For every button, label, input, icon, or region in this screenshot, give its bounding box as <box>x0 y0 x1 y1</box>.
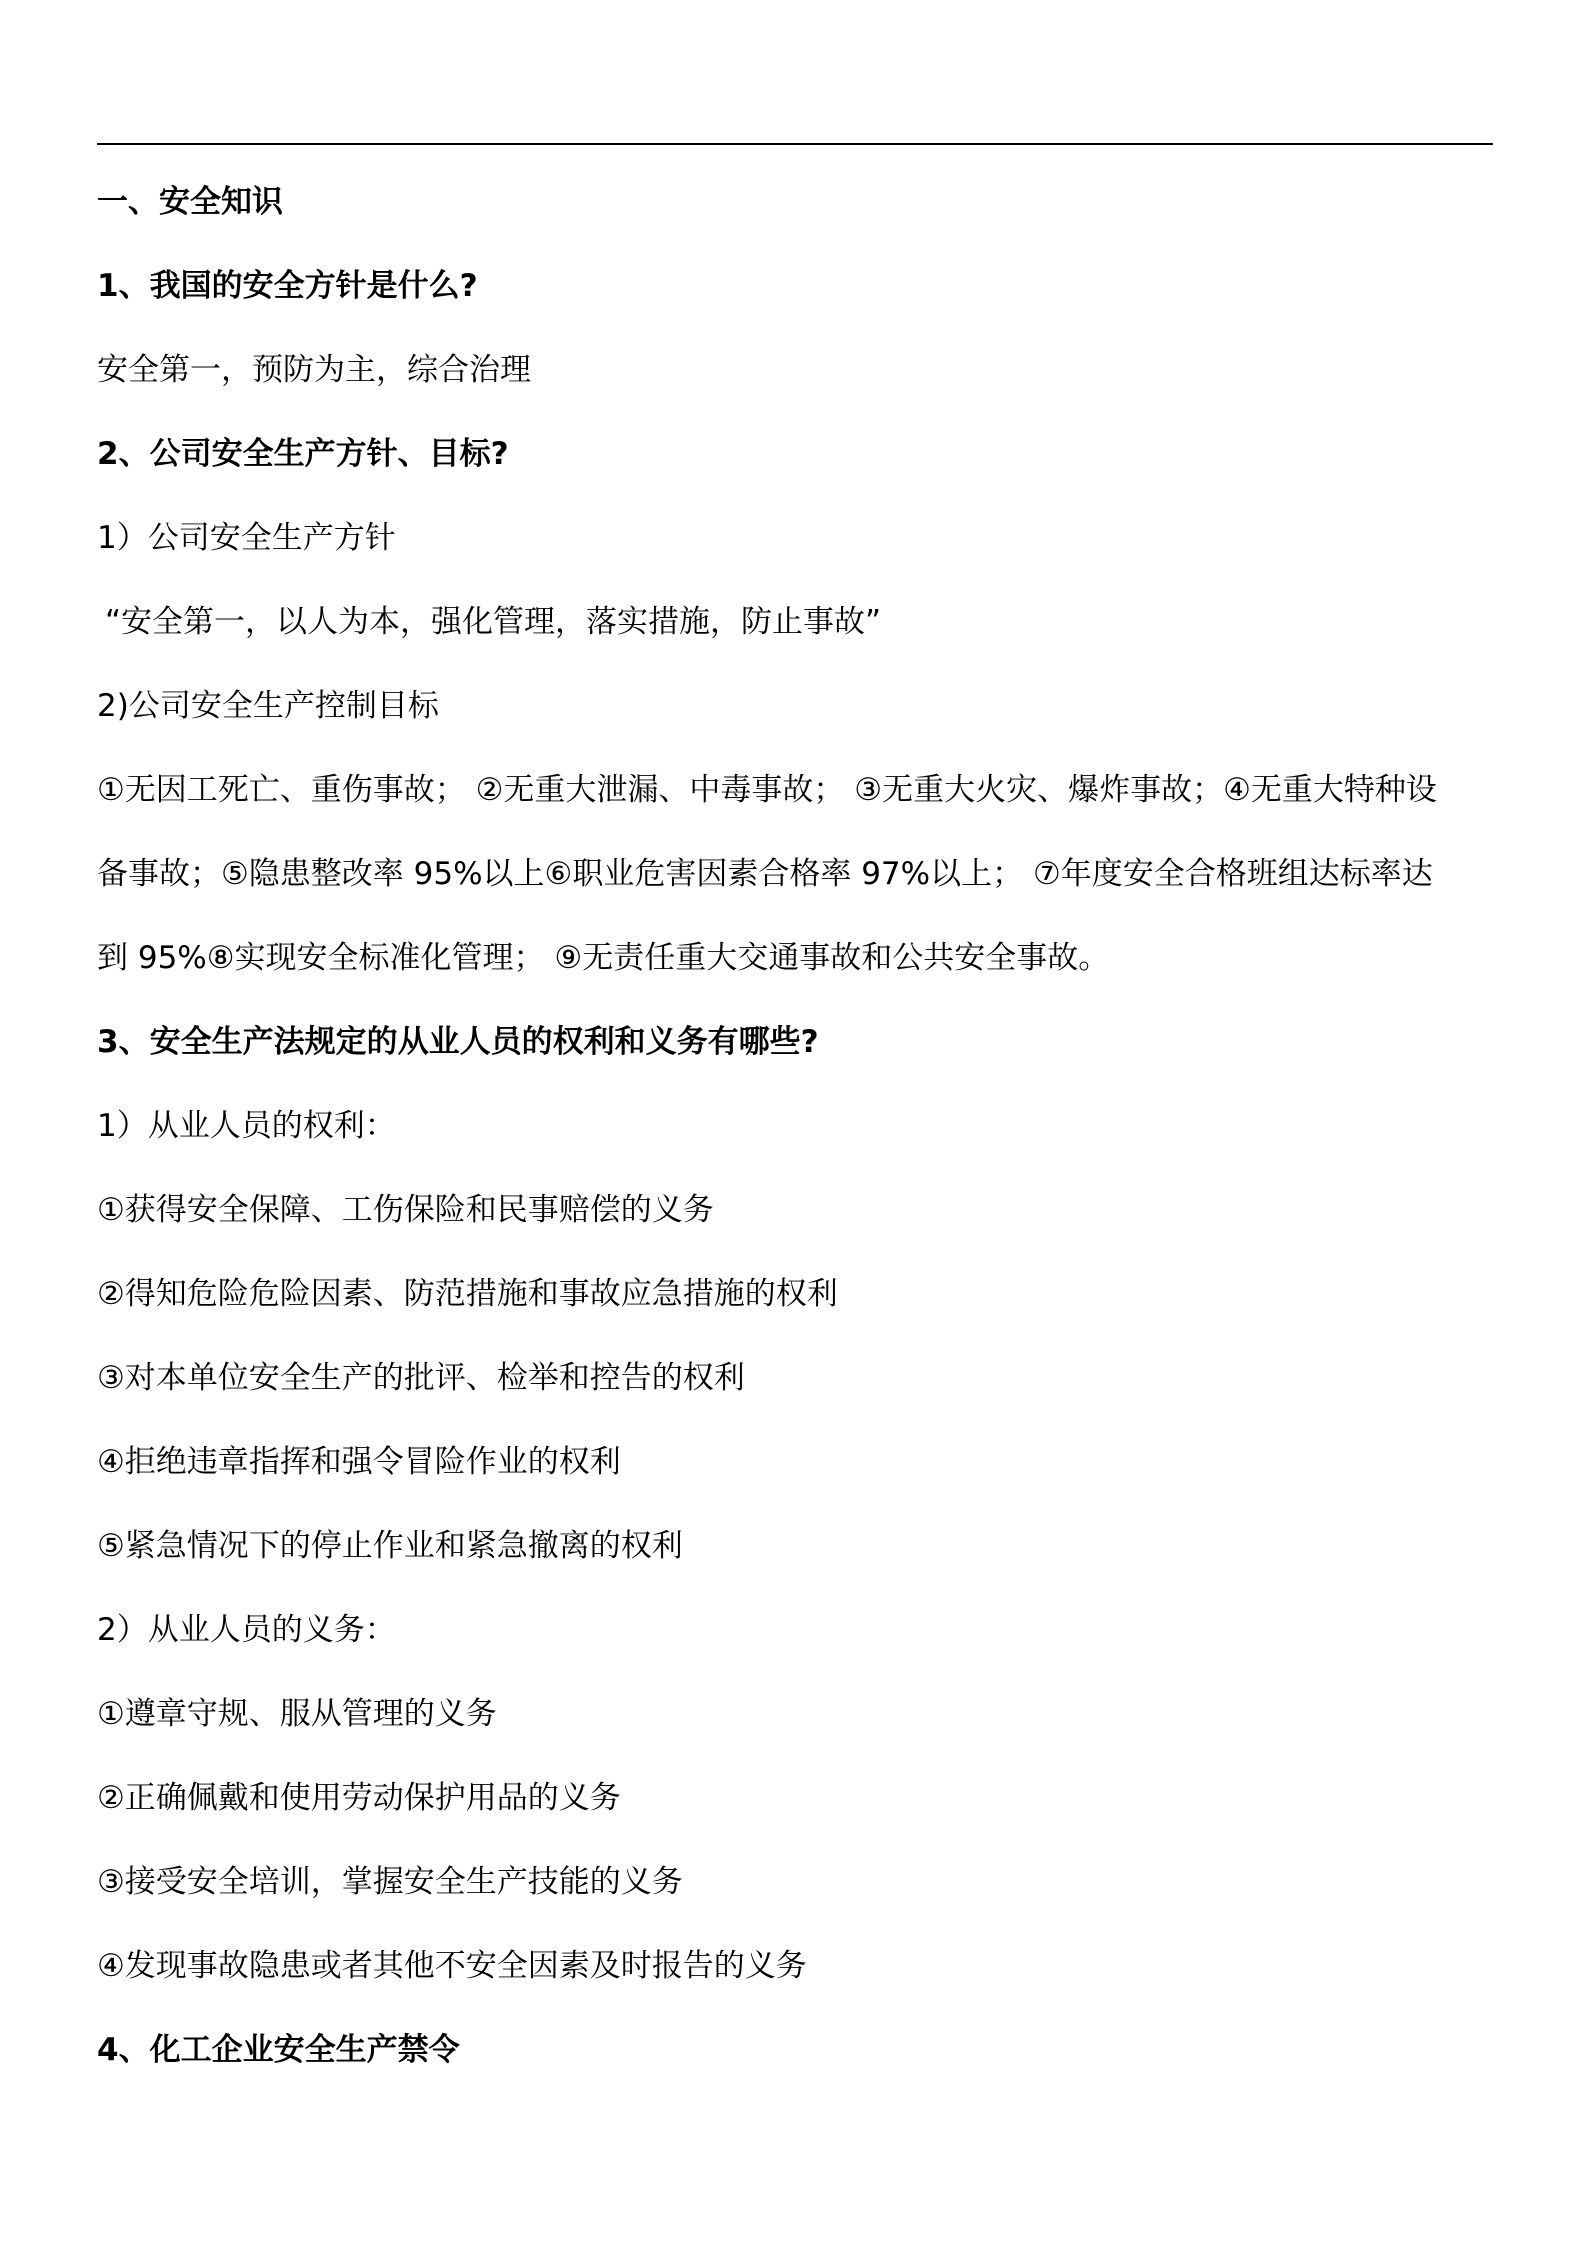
duty-item-1: ①遵章守规、服从管理的义务 <box>97 1696 497 1732</box>
goals-line-1: ①无因工死亡、重伤事故； ②无重大泄漏、中毒事故； ③无重大火灾、爆炸事故；④无重大特种设 <box>97 772 1437 808</box>
right-item-5: ⑤紧急情况下的停止作业和紧急撤离的权利 <box>97 1528 683 1564</box>
subheading-policy: 1）公司安全生产方针 <box>97 520 396 556</box>
document-content <box>97 160 1497 2092</box>
subheading-duties: 2）从业人员的义务： <box>97 1612 396 1648</box>
header-rule <box>97 143 1493 145</box>
section-heading-safety-knowledge: 一、安全知识 <box>97 184 283 220</box>
question-2-heading: 2、公司安全生产方针、目标? <box>97 436 509 472</box>
goals-line-3: 到 95%⑧实现安全标准化管理； ⑨无责任重大交通事故和公共安全事故。 <box>97 940 1110 976</box>
right-item-3: ③对本单位安全生产的批评、检举和控告的权利 <box>97 1360 745 1396</box>
duty-item-2: ②正确佩戴和使用劳动保护用品的义务 <box>97 1780 621 1816</box>
question-4-heading: 4、化工企业安全生产禁令 <box>97 2032 460 2068</box>
duty-item-3: ③接受安全培训，掌握安全生产技能的义务 <box>97 1864 683 1900</box>
subheading-goals: 2)公司安全生产控制目标 <box>97 688 439 724</box>
answer-1-text: 安全第一，预防为主，综合治理 <box>97 352 531 388</box>
duty-item-4: ④发现事故隐患或者其他不安全因素及时报告的义务 <box>97 1948 807 1984</box>
goals-paragraph <box>97 748 1497 1000</box>
goals-line-2: 备事故；⑤隐患整改率 95%以上⑥职业危害因素合格率 97%以上； ⑦年度安全合格班组达标率达 <box>97 856 1433 892</box>
question-3-heading: 3、安全生产法规定的从业人员的权利和义务有哪些? <box>97 1024 819 1060</box>
right-item-4: ④拒绝违章指挥和强令冒险作业的权利 <box>97 1444 621 1480</box>
question-1-heading: 1、我国的安全方针是什么? <box>97 268 478 304</box>
subheading-rights: 1）从业人员的权利： <box>97 1108 396 1144</box>
right-item-2: ②得知危险危险因素、防范措施和事故应急措施的权利 <box>97 1276 838 1312</box>
policy-quote: “安全第一，以人为本，强化管理，落实措施，防止事故” <box>105 604 882 640</box>
right-item-1: ①获得安全保障、工伤保险和民事赔偿的义务 <box>97 1192 714 1228</box>
